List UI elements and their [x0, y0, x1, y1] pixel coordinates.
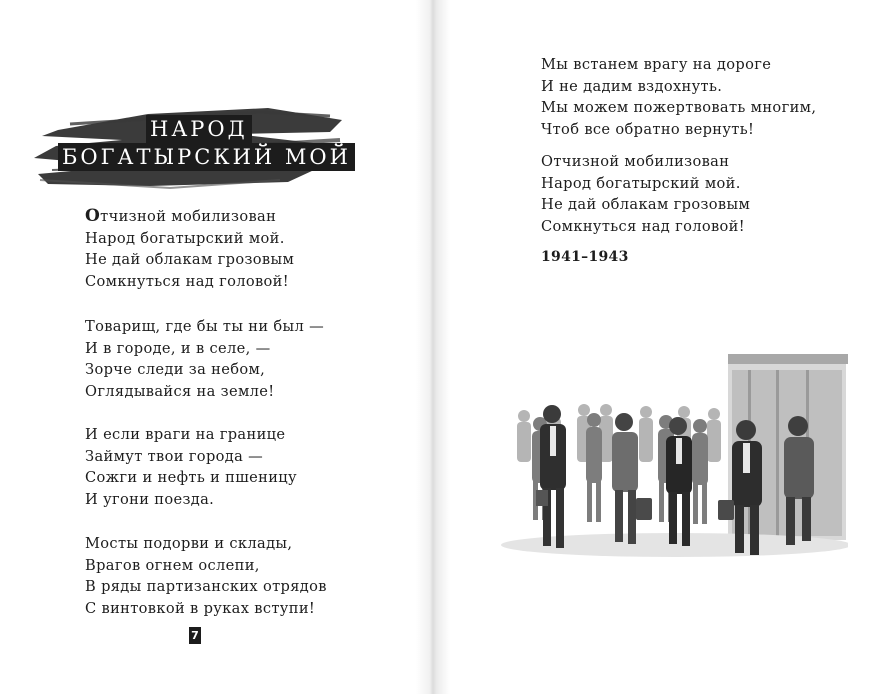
poem-line: И в городе, и в селе, — [85, 339, 271, 357]
drop-cap: О [85, 206, 101, 226]
poem-line: Народ богатырский мой. [541, 174, 741, 192]
poem-line [85, 206, 294, 228]
left-stanza-2 [85, 316, 324, 402]
poem-line-rest: тчизной мобилизован [100, 208, 277, 225]
poem-line: Товарищ, где бы ты ни был — [85, 318, 325, 335]
poem-line: В ряды партизанских отрядов [85, 578, 327, 596]
left-stanza-4 [85, 533, 327, 619]
poem-line: Сомкнуться над головой! [541, 217, 745, 235]
poem-line: Врагов огнем ослепи, [85, 556, 260, 574]
book-gutter [416, 0, 450, 694]
poem-line: Сожги и нефть и пшеницу [85, 469, 297, 487]
poem-line: Зорче следи за небом, [85, 361, 266, 379]
poem-line: И если враги на границе [85, 426, 286, 443]
poem-line: Сомкнуться над головой! [85, 272, 289, 290]
poem-line: Мы встанем врагу на дороге [541, 56, 772, 73]
poem-line: Чтоб все обратно вернуть! [541, 120, 755, 138]
poem-line: И не дадим вздохнуть. [541, 77, 723, 95]
poem-line: Не дай облакам грозовым [85, 251, 295, 269]
poem-line: И угони поезда. [85, 490, 215, 508]
page-number: 7 [189, 627, 201, 644]
poem-line: Не дай облакам грозовым [541, 196, 751, 214]
title-line-2: БОГАТЫРСКИЙ МОЙ [58, 143, 355, 171]
left-stanza-3 [85, 424, 297, 510]
poem-line: С винтовкой в руках вступи! [85, 599, 316, 617]
left-stanza-1 [85, 206, 294, 292]
right-stanza-2 [541, 151, 750, 237]
poem-line: Мы можем пожертвовать многим, [541, 99, 817, 117]
poem-line: Народ богатырский мой. [85, 229, 285, 247]
poem-line: Оглядывайся на земле! [85, 382, 275, 400]
poem-line: Отчизной мобилизован [541, 153, 730, 170]
right-stanza-1 [541, 54, 816, 140]
marching-men-illustration [496, 330, 848, 565]
poem-date: 1941–1943 [541, 249, 629, 265]
poem-line: Мосты подорви и склады, [85, 535, 293, 552]
title-line-1: НАРОД [146, 115, 252, 143]
poem-line: Займут твои города — [85, 447, 264, 465]
